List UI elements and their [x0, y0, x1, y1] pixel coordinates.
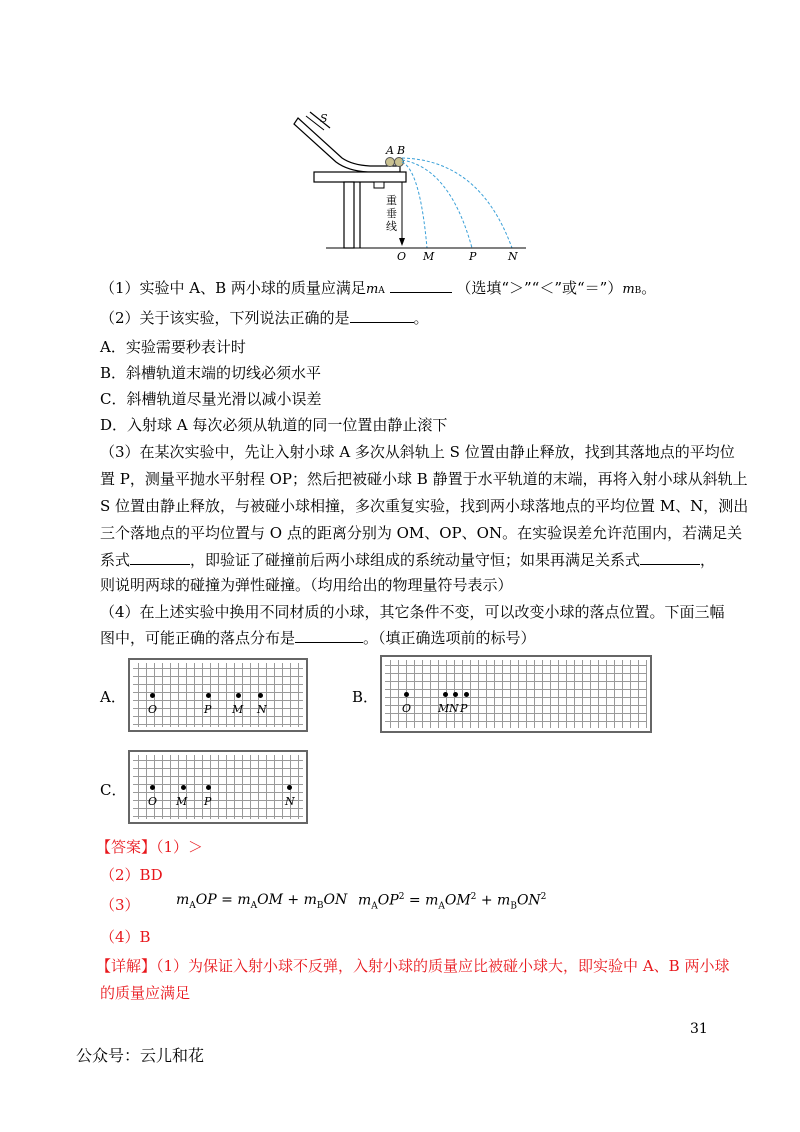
point-label: M — [176, 795, 188, 808]
trajectory-n — [402, 158, 512, 248]
answer-blank[interactable] — [390, 292, 452, 293]
point-dot — [236, 693, 241, 698]
point-dot — [464, 692, 469, 697]
q4-line-2: 图中，可能正确的落点分布是 。（填正确选项前的标号） — [100, 629, 536, 647]
q4-line-1: （4）在上述实验中换用不同材质的小球，其它条件不变，可以改变小球的落点位置。下面三幅 — [100, 603, 725, 621]
label-ball-a: A — [386, 144, 394, 157]
label-ground-p: P — [469, 250, 477, 263]
page-number: 31 — [690, 1021, 708, 1037]
grid-option-b — [380, 655, 652, 733]
q3-line-4: 三个落地点的平均位置与 O 点的距离分别为 OM、OP、ON。在实验误差允许范围内，若满足关 — [100, 524, 743, 542]
point-dot — [404, 692, 409, 697]
point-label: O — [148, 795, 158, 808]
footer-text: 公众号：云儿和花 — [76, 1046, 205, 1065]
grid-option-a-label: A． — [100, 688, 126, 706]
q2-option-d: D．入射球 A 每次必须从轨道的同一位置由静止滚下 — [100, 416, 448, 434]
trajectory-p — [402, 160, 472, 248]
q2-option-b: B．斜槽轨道末端的切线必须水平 — [100, 364, 322, 382]
point-dot — [150, 693, 155, 698]
point-label: N — [257, 703, 267, 716]
answer-line-4: （4）B — [100, 928, 151, 946]
grid-option-c-label: C． — [100, 781, 127, 799]
detail-line-1: 【详解】（1）为保证入射小球不反弹，入射小球的质量应比被碰小球大，即实验中 A、B 两小球 — [96, 957, 730, 975]
q3-line-1: （3）在某次实验中，先让入射小球 A 多次从斜轨上 S 位置由静止释放，找到其落地点的平均位 — [100, 443, 735, 461]
grid-option-b-label: B． — [352, 688, 379, 706]
table-top — [314, 172, 406, 182]
q3-line-5: 系式 ，即验证了碰撞前后两小球组成的系统动量守恒；如果再满足关系式 ， — [100, 551, 716, 569]
answer-blank[interactable] — [295, 642, 363, 643]
point-dot — [181, 785, 186, 790]
point-dot — [287, 785, 292, 790]
inclined-chute — [294, 118, 400, 172]
answer-line-2: （2）BD — [100, 866, 163, 884]
answer-blank[interactable] — [130, 564, 190, 565]
answer-line-3: （3） — [100, 896, 140, 914]
detail-tag: 【详解】 — [96, 957, 157, 975]
point-dot — [206, 785, 211, 790]
point-dot — [453, 692, 458, 697]
label-ball-b: B — [397, 144, 406, 157]
point-label: N — [285, 795, 295, 808]
q3-line-6: 则说明两球的碰撞为弹性碰撞。（均用给出的物理量符号表示） — [100, 576, 513, 594]
label-s: S — [320, 112, 328, 125]
point-label: P — [460, 702, 468, 715]
point-dot — [206, 693, 211, 698]
answer-line-1: 【答案】（1）＞ — [96, 838, 204, 856]
label-ground-n: N — [508, 250, 518, 263]
label-ground-m: M — [423, 250, 435, 263]
label-ground-o: O — [397, 250, 407, 263]
point-label: M — [438, 702, 450, 715]
point-label: P — [204, 795, 212, 808]
q3-line-3: S 位置由静止释放，与被碰小球相撞，多次重复实验，找到两小球落地点的平均位置 M、N，测出 — [100, 497, 749, 515]
label-plumb-line: 重垂线 — [386, 194, 397, 233]
ball-a — [386, 158, 395, 167]
answer-tag: 【答案】 — [96, 838, 157, 856]
answer-blank[interactable] — [640, 564, 700, 565]
q2-option-c: C．斜槽轨道尽量光滑以减小误差 — [100, 390, 322, 408]
equation-energy: $m_AOP^2 = m_AOM^2 + m_BON^2$ — [358, 892, 547, 912]
point-label: P — [204, 703, 212, 716]
grid-option-a — [128, 658, 308, 732]
point-label: O — [402, 702, 412, 715]
point-label: M — [232, 703, 244, 716]
grid-option-c — [128, 750, 308, 824]
table-leg — [344, 182, 354, 248]
question-2: （2）关于该实验，下列说法正确的是 。 — [100, 309, 429, 327]
point-dot — [443, 692, 448, 697]
q3-line-2: 置 P，测量平抛水平射程 OP；然后把被碰小球 B 静置于水平轨道的末端，再将入射小球从斜轨上 — [100, 470, 748, 488]
point-dot — [150, 785, 155, 790]
equation-momentum: $m_AOP = m_AOM + m_BON$ — [176, 892, 348, 911]
answer-blank[interactable] — [350, 322, 414, 323]
point-dot — [258, 693, 263, 698]
point-label: O — [148, 703, 158, 716]
q2-option-a: A．实验需要秒表计时 — [100, 338, 246, 356]
apparatus-diagram — [290, 110, 530, 270]
detail-line-2: 的质量应满足 — [100, 984, 191, 1002]
question-1: （1）实验中 A、B 两小球的质量应满足mA （选填“＞”“＜”或“＝”）mB。 — [100, 279, 657, 297]
point-label: N — [449, 702, 459, 715]
